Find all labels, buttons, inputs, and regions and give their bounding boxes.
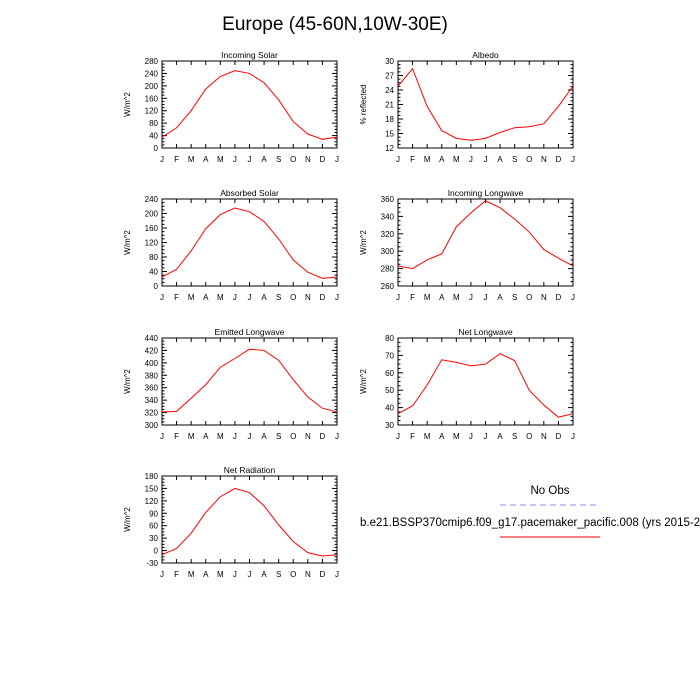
net-longwave-ytick-label: 60: [385, 368, 394, 378]
net-radiation-frame: [162, 476, 337, 563]
incoming-longwave-xtick-label: J: [483, 293, 488, 302]
incoming-solar-xtick-label: J: [247, 155, 252, 164]
absorbed-solar-ytick-label: 80: [149, 253, 158, 262]
absorbed-solar-ytick-label: 0: [153, 282, 158, 291]
absorbed-solar-xtick-label: N: [304, 293, 311, 302]
net-radiation-xtick-label: M: [187, 570, 195, 579]
emitted-longwave-xtick-label: J: [247, 432, 252, 441]
net-radiation-panel: [123, 465, 339, 579]
incoming-longwave-ytick-label: 360: [380, 195, 394, 204]
incoming-solar-xtick-label: J: [160, 155, 164, 164]
albedo-frame: [398, 61, 573, 148]
net-longwave-xtick-label: N: [540, 432, 547, 441]
absorbed-solar-xtick-label: J: [232, 293, 237, 302]
net-radiation-ytick-label: 30: [149, 534, 158, 544]
incoming-longwave-ytick-label: 280: [380, 264, 394, 274]
emitted-longwave-frame: [162, 338, 337, 425]
incoming-solar-xtick-label: D: [319, 155, 326, 164]
net-longwave-xtick-label: A: [497, 432, 503, 441]
incoming-longwave-title: Incoming Longwave: [447, 188, 524, 198]
incoming-longwave-frame: [398, 199, 573, 286]
net-longwave-xtick-label: J: [468, 432, 473, 441]
incoming-solar-ytick-label: 160: [144, 94, 158, 104]
net-longwave-xtick-label: A: [439, 432, 445, 441]
albedo-xtick-label: N: [540, 155, 547, 164]
incoming-solar-ytick-label: 280: [144, 57, 158, 66]
net-longwave-xtick-label: M: [452, 432, 460, 441]
emitted-longwave-series-line: [162, 349, 337, 412]
albedo-xtick-label: J: [571, 155, 575, 164]
emitted-longwave-xtick-label: M: [187, 432, 195, 441]
emitted-longwave-xtick-label: M: [216, 432, 224, 441]
emitted-longwave-xtick-label: N: [304, 432, 311, 441]
albedo-xtick-label: O: [526, 155, 533, 164]
net-longwave-ytick-label: 70: [385, 351, 394, 361]
absorbed-solar-ylabel: W/m^2: [123, 230, 132, 255]
emitted-longwave-xtick-label: A: [261, 432, 267, 441]
net-radiation-ytick-label: 150: [144, 484, 158, 494]
absorbed-solar-series-line: [162, 208, 337, 278]
emitted-longwave-xtick-label: J: [160, 432, 164, 441]
emitted-longwave-title: Emitted Longwave: [214, 327, 285, 337]
net-longwave-ytick-label: 40: [385, 403, 394, 413]
net-radiation-xtick-label: S: [275, 570, 282, 579]
net-longwave-xtick-label: D: [555, 432, 562, 441]
emitted-longwave-ytick-label: 420: [144, 346, 158, 356]
absorbed-solar-title: Absorbed Solar: [220, 188, 279, 198]
incoming-longwave-xtick-label: D: [555, 293, 562, 302]
incoming-solar-ytick-label: 80: [149, 119, 158, 129]
emitted-longwave-ytick-label: 380: [144, 371, 158, 381]
incoming-longwave-xtick-label: J: [468, 293, 473, 302]
incoming-solar-ytick-label: 40: [149, 131, 158, 141]
incoming-longwave-xtick-label: J: [571, 293, 575, 302]
absorbed-solar-ytick-label: 120: [144, 238, 158, 248]
incoming-solar-series-line: [162, 71, 337, 140]
emitted-longwave-ytick-label: 360: [144, 383, 158, 393]
incoming-longwave-xtick-label: A: [439, 293, 445, 302]
incoming-longwave-ytick-label: 320: [380, 229, 394, 239]
net-radiation-ytick-label: 180: [144, 472, 158, 481]
emitted-longwave-ylabel: W/m^2: [123, 369, 132, 394]
albedo-xtick-label: S: [511, 155, 518, 164]
legend: [360, 485, 700, 537]
net-longwave-title: Net Longwave: [458, 327, 513, 337]
incoming-solar-xtick-label: S: [275, 155, 282, 164]
incoming-solar-xtick-label: J: [335, 155, 339, 164]
net-radiation-xtick-label: F: [174, 570, 180, 579]
albedo-ytick-label: 30: [385, 57, 394, 66]
absorbed-solar-xtick-label: D: [319, 293, 326, 302]
absorbed-solar-xtick-label: J: [335, 293, 339, 302]
incoming-solar-xtick-label: M: [187, 155, 195, 164]
incoming-longwave-ytick-label: 340: [380, 212, 394, 222]
albedo-xtick-label: J: [483, 155, 488, 164]
net-radiation-ytick-label: -30: [146, 559, 158, 568]
albedo-xtick-label: F: [410, 155, 416, 164]
net-radiation-ytick-label: 0: [153, 546, 158, 556]
albedo-ytick-label: 24: [385, 86, 394, 95]
incoming-longwave-ylabel: W/m^2: [359, 230, 368, 255]
net-longwave-xtick-label: J: [571, 432, 575, 441]
incoming-solar-ytick-label: 240: [144, 69, 158, 79]
absorbed-solar-xtick-label: J: [247, 293, 252, 302]
incoming-solar-ytick-label: 120: [144, 106, 158, 116]
absorbed-solar-panel: [123, 188, 339, 302]
absorbed-solar-ytick-label: 240: [144, 195, 158, 204]
incoming-longwave-xtick-label: M: [423, 293, 431, 302]
absorbed-solar-xtick-label: O: [290, 293, 297, 302]
albedo-xtick-label: M: [452, 155, 460, 164]
albedo-series-line: [398, 69, 573, 141]
net-radiation-xtick-label: D: [319, 570, 326, 579]
albedo-ytick-label: 12: [385, 144, 394, 153]
emitted-longwave-xtick-label: O: [290, 432, 297, 441]
net-radiation-xtick-label: A: [203, 570, 209, 579]
net-radiation-xtick-label: J: [335, 570, 339, 579]
incoming-longwave-panel: [359, 188, 575, 302]
albedo-xtick-label: D: [555, 155, 562, 164]
emitted-longwave-xtick-label: A: [203, 432, 209, 441]
incoming-solar-ytick-label: 0: [153, 144, 158, 153]
albedo-title: Albedo: [472, 50, 499, 60]
absorbed-solar-xtick-label: S: [275, 293, 282, 302]
absorbed-solar-xtick-label: M: [216, 293, 224, 302]
albedo-ytick-label: 27: [385, 71, 394, 81]
net-radiation-xtick-label: N: [304, 570, 311, 579]
albedo-xtick-label: A: [497, 155, 503, 164]
incoming-solar-xtick-label: A: [261, 155, 267, 164]
albedo-ylabel: % reflected: [359, 84, 368, 125]
net-radiation-xtick-label: M: [216, 570, 224, 579]
emitted-longwave-xtick-label: F: [174, 432, 180, 441]
emitted-longwave-xtick-label: D: [319, 432, 326, 441]
incoming-longwave-xtick-label: F: [410, 293, 416, 302]
incoming-solar-xtick-label: F: [174, 155, 180, 164]
emitted-longwave-ytick-label: 300: [144, 421, 158, 430]
absorbed-solar-ytick-label: 40: [149, 267, 158, 277]
albedo-ytick-label: 15: [385, 129, 394, 139]
absorbed-solar-xtick-label: J: [160, 293, 164, 302]
incoming-longwave-ytick-label: 260: [380, 282, 394, 291]
net-radiation-xtick-label: J: [232, 570, 237, 579]
emitted-longwave-ytick-label: 440: [144, 334, 158, 343]
incoming-longwave-series-line: [398, 201, 573, 269]
net-longwave-xtick-label: O: [526, 432, 533, 441]
incoming-solar-xtick-label: J: [232, 155, 237, 164]
figure-title: Europe (45-60N,10W-30E): [222, 14, 448, 35]
net-longwave-xtick-label: S: [511, 432, 518, 441]
albedo-xtick-label: A: [439, 155, 445, 164]
incoming-longwave-xtick-label: N: [540, 293, 547, 302]
absorbed-solar-xtick-label: F: [174, 293, 180, 302]
net-radiation-title: Net Radiation: [223, 465, 276, 475]
albedo-panel: [359, 50, 575, 164]
net-radiation-xtick-label: A: [261, 570, 267, 579]
incoming-longwave-xtick-label: J: [396, 293, 400, 302]
incoming-solar-title: Incoming Solar: [221, 50, 278, 60]
albedo-xtick-label: M: [423, 155, 431, 164]
net-longwave-xtick-label: F: [410, 432, 416, 441]
incoming-solar-xtick-label: M: [216, 155, 224, 164]
net-radiation-xtick-label: J: [247, 570, 252, 579]
legend-model-label: b.e21.BSSP370cmip6.f09_g17.pacemaker_pacific.008 (yrs 2015-2: [360, 517, 700, 529]
incoming-longwave-ytick-label: 300: [380, 247, 394, 257]
absorbed-solar-ytick-label: 160: [144, 224, 158, 233]
net-longwave-xtick-label: M: [423, 432, 431, 441]
incoming-solar-ylabel: W/m^2: [123, 92, 132, 117]
net-radiation-ytick-label: 90: [149, 509, 158, 519]
net-radiation-ylabel: W/m^2: [123, 507, 132, 532]
net-radiation-ytick-label: 120: [144, 496, 158, 506]
net-radiation-series-line: [162, 488, 337, 556]
incoming-solar-panel: [123, 50, 339, 164]
absorbed-solar-xtick-label: M: [187, 293, 195, 302]
net-radiation-xtick-label: O: [290, 570, 297, 579]
emitted-longwave-xtick-label: S: [275, 432, 282, 441]
emitted-longwave-ytick-label: 400: [144, 358, 158, 368]
net-longwave-frame: [398, 338, 573, 425]
net-longwave-series-line: [398, 354, 573, 418]
emitted-longwave-xtick-label: J: [232, 432, 237, 441]
net-longwave-ytick-label: 80: [385, 334, 394, 343]
albedo-xtick-label: J: [396, 155, 400, 164]
absorbed-solar-xtick-label: A: [261, 293, 267, 302]
absorbed-solar-xtick-label: A: [203, 293, 209, 302]
incoming-longwave-xtick-label: M: [452, 293, 460, 302]
incoming-solar-xtick-label: O: [290, 155, 297, 164]
net-longwave-ytick-label: 50: [385, 386, 394, 396]
albedo-ytick-label: 21: [385, 100, 394, 110]
emitted-longwave-xtick-label: J: [335, 432, 339, 441]
net-longwave-ylabel: W/m^2: [359, 369, 368, 394]
net-longwave-panel: [359, 327, 575, 441]
panels: [123, 50, 575, 579]
emitted-longwave-ytick-label: 320: [144, 408, 158, 418]
net-longwave-xtick-label: J: [396, 432, 400, 441]
net-radiation-xtick-label: J: [160, 570, 164, 579]
incoming-solar-xtick-label: A: [203, 155, 209, 164]
incoming-solar-xtick-label: N: [304, 155, 311, 164]
incoming-longwave-xtick-label: S: [511, 293, 518, 302]
net-longwave-ytick-label: 30: [385, 421, 394, 430]
legend-obs-label: No Obs: [530, 485, 570, 497]
incoming-longwave-xtick-label: O: [526, 293, 533, 302]
albedo-xtick-label: J: [468, 155, 473, 164]
net-longwave-xtick-label: J: [483, 432, 488, 441]
absorbed-solar-ytick-label: 200: [144, 209, 158, 219]
incoming-solar-ytick-label: 200: [144, 81, 158, 91]
incoming-longwave-xtick-label: A: [497, 293, 503, 302]
net-radiation-ytick-label: 60: [149, 521, 158, 531]
albedo-ytick-label: 18: [385, 115, 394, 124]
emitted-longwave-panel: [123, 327, 339, 441]
emitted-longwave-ytick-label: 340: [144, 396, 158, 406]
